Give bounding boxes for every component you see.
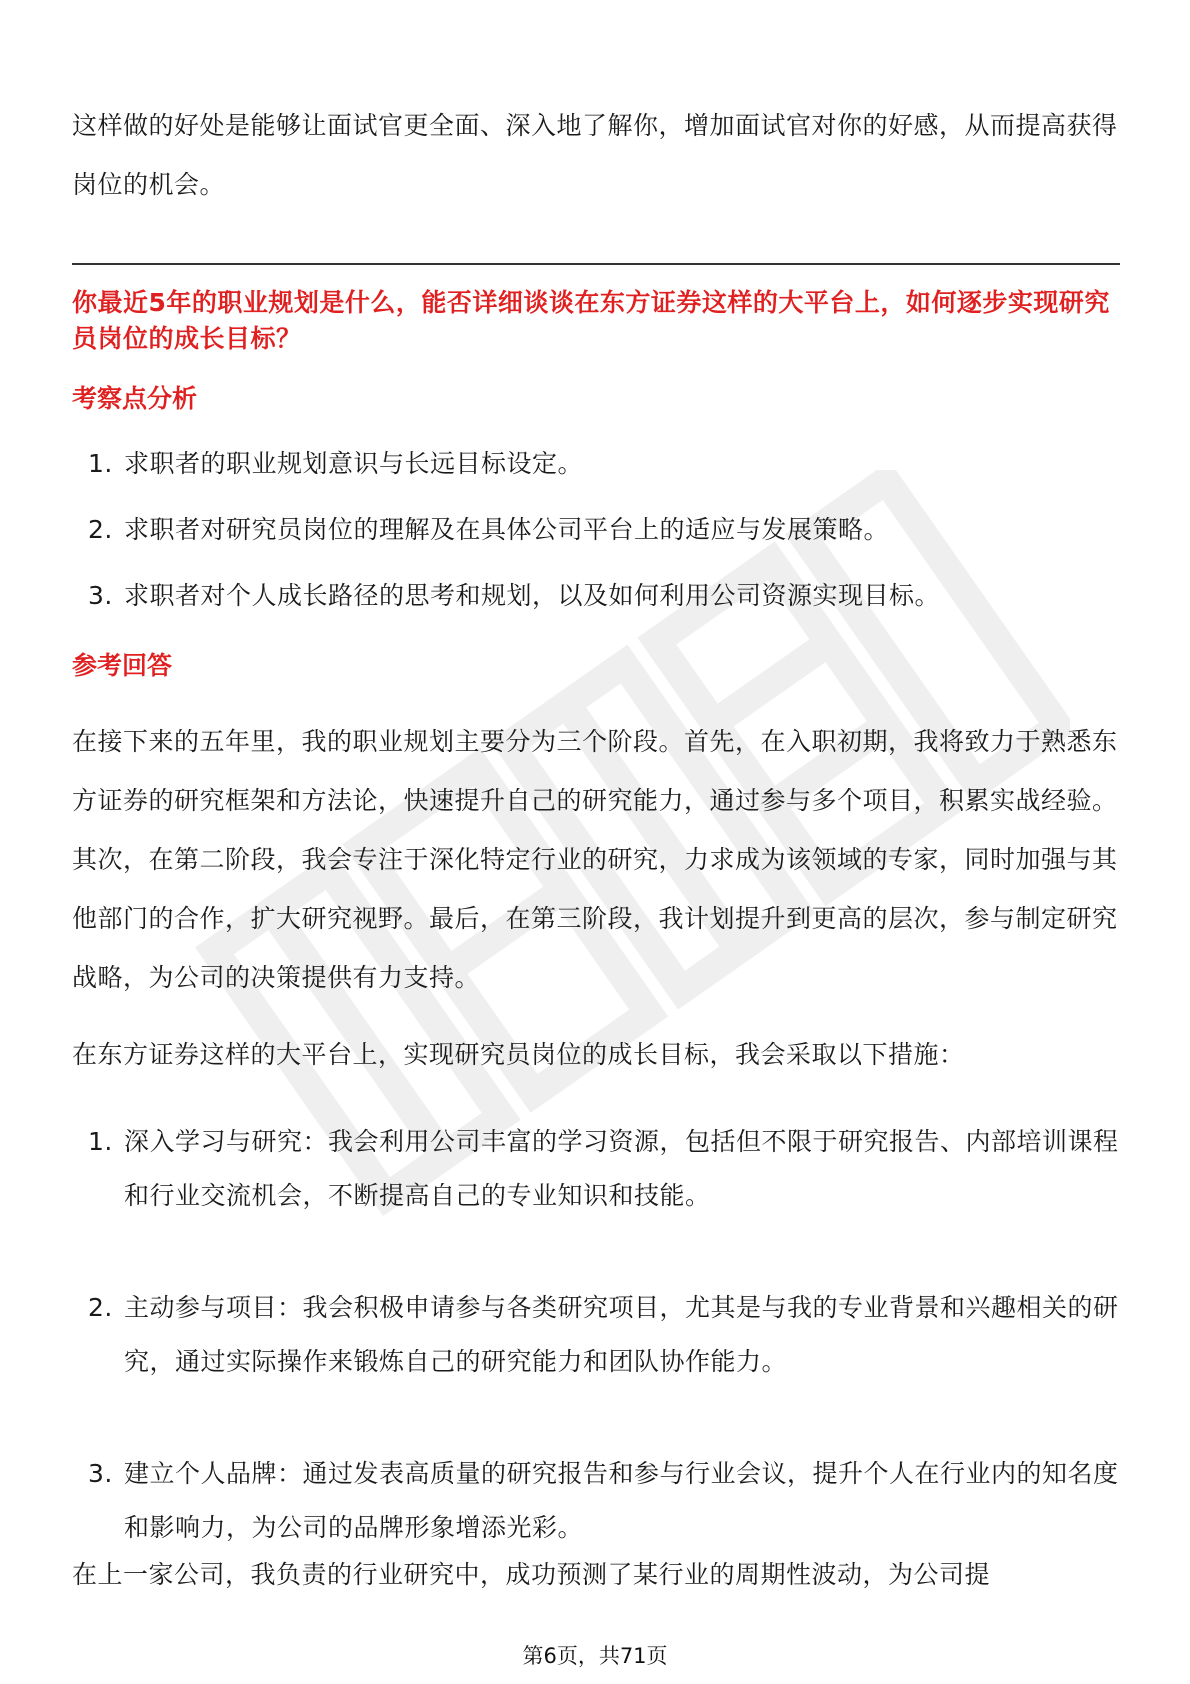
list-number: 2. <box>88 515 113 544</box>
list-number: 1. <box>88 1127 113 1156</box>
list-number: 2. <box>88 1293 113 1322</box>
question-heading: 你最近5年的职业规划是什么，能否详细谈谈在东方证券这样的大平台上，如何逐步实现研究员岗位的成长目标？ <box>72 288 1110 353</box>
answer-title: 参考回答 <box>72 651 173 680</box>
analysis-item <box>72 510 1120 576</box>
analysis-item-text: 求职者的职业规划意识与长远目标设定。 <box>124 449 584 478</box>
measure-item-text: 主动参与项目：我会积极申请参与各类研究项目，尤其是与我的专业背景和兴趣相关的研究，通过实际操作来锻炼自己的研究能力和团队协作能力。 <box>124 1293 1119 1376</box>
analysis-title: 考察点分析 <box>72 384 198 413</box>
measure-item <box>72 1281 1120 1447</box>
answer-paragraph-2: 在东方证券这样的大平台上，实现研究员岗位的成长目标，我会采取以下措施： <box>72 1040 965 1069</box>
measure-item-text: 深入学习与研究：我会利用公司丰富的学习资源，包括但不限于研究报告、内部培训课程和行业交流机会，不断提高自己的专业知识和技能。 <box>124 1127 1119 1210</box>
analysis-item <box>72 576 1120 642</box>
page-footer: 第6页，共71页 <box>522 1644 668 1668</box>
analysis-item-text: 求职者对个人成长路径的思考和规划，以及如何利用公司资源实现目标。 <box>124 581 941 610</box>
intro-paragraph: 这样做的好处是能够让面试官更全面、深入地了解你，增加面试官对你的好感，从而提高获得岗位的机会。 <box>72 111 1118 199</box>
analysis-item-text: 求职者对研究员岗位的理解及在具体公司平台上的适应与发展策略。 <box>124 515 890 544</box>
answer-paragraph-1: 在接下来的五年里，我的职业规划主要分为三个阶段。首先，在入职初期，我将致力于熟悉东方证券的研究框架和方法论，快速提升自己的研究能力，通过参与多个项目，积累实战经验。其次，在第二阶段，我会专注于深化特定行业的研究，力求成为该领域的专家，同时加强与其他部门的合作，扩大研究视野。最后，在第三阶段，我计划提升到更高的层次，参与制定研究战略，为公司的决策提供有力支持。 <box>72 727 1118 992</box>
list-number: 3. <box>88 1459 113 1488</box>
analysis-list <box>72 444 1120 642</box>
answer-paragraph-3: 在上一家公司，我负责的行业研究中，成功预测了某行业的周期性波动，为公司提 <box>72 1560 991 1589</box>
list-number: 1. <box>88 449 113 478</box>
measures-list <box>72 1115 1120 1613</box>
list-number: 3. <box>88 581 113 610</box>
analysis-item <box>72 444 1120 510</box>
measure-item-text: 建立个人品牌：通过发表高质量的研究报告和参与行业会议，提升个人在行业内的知名度和影响力，为公司的品牌形象增添光彩。 <box>124 1459 1119 1542</box>
section-divider <box>72 263 1120 265</box>
measure-item <box>72 1115 1120 1281</box>
